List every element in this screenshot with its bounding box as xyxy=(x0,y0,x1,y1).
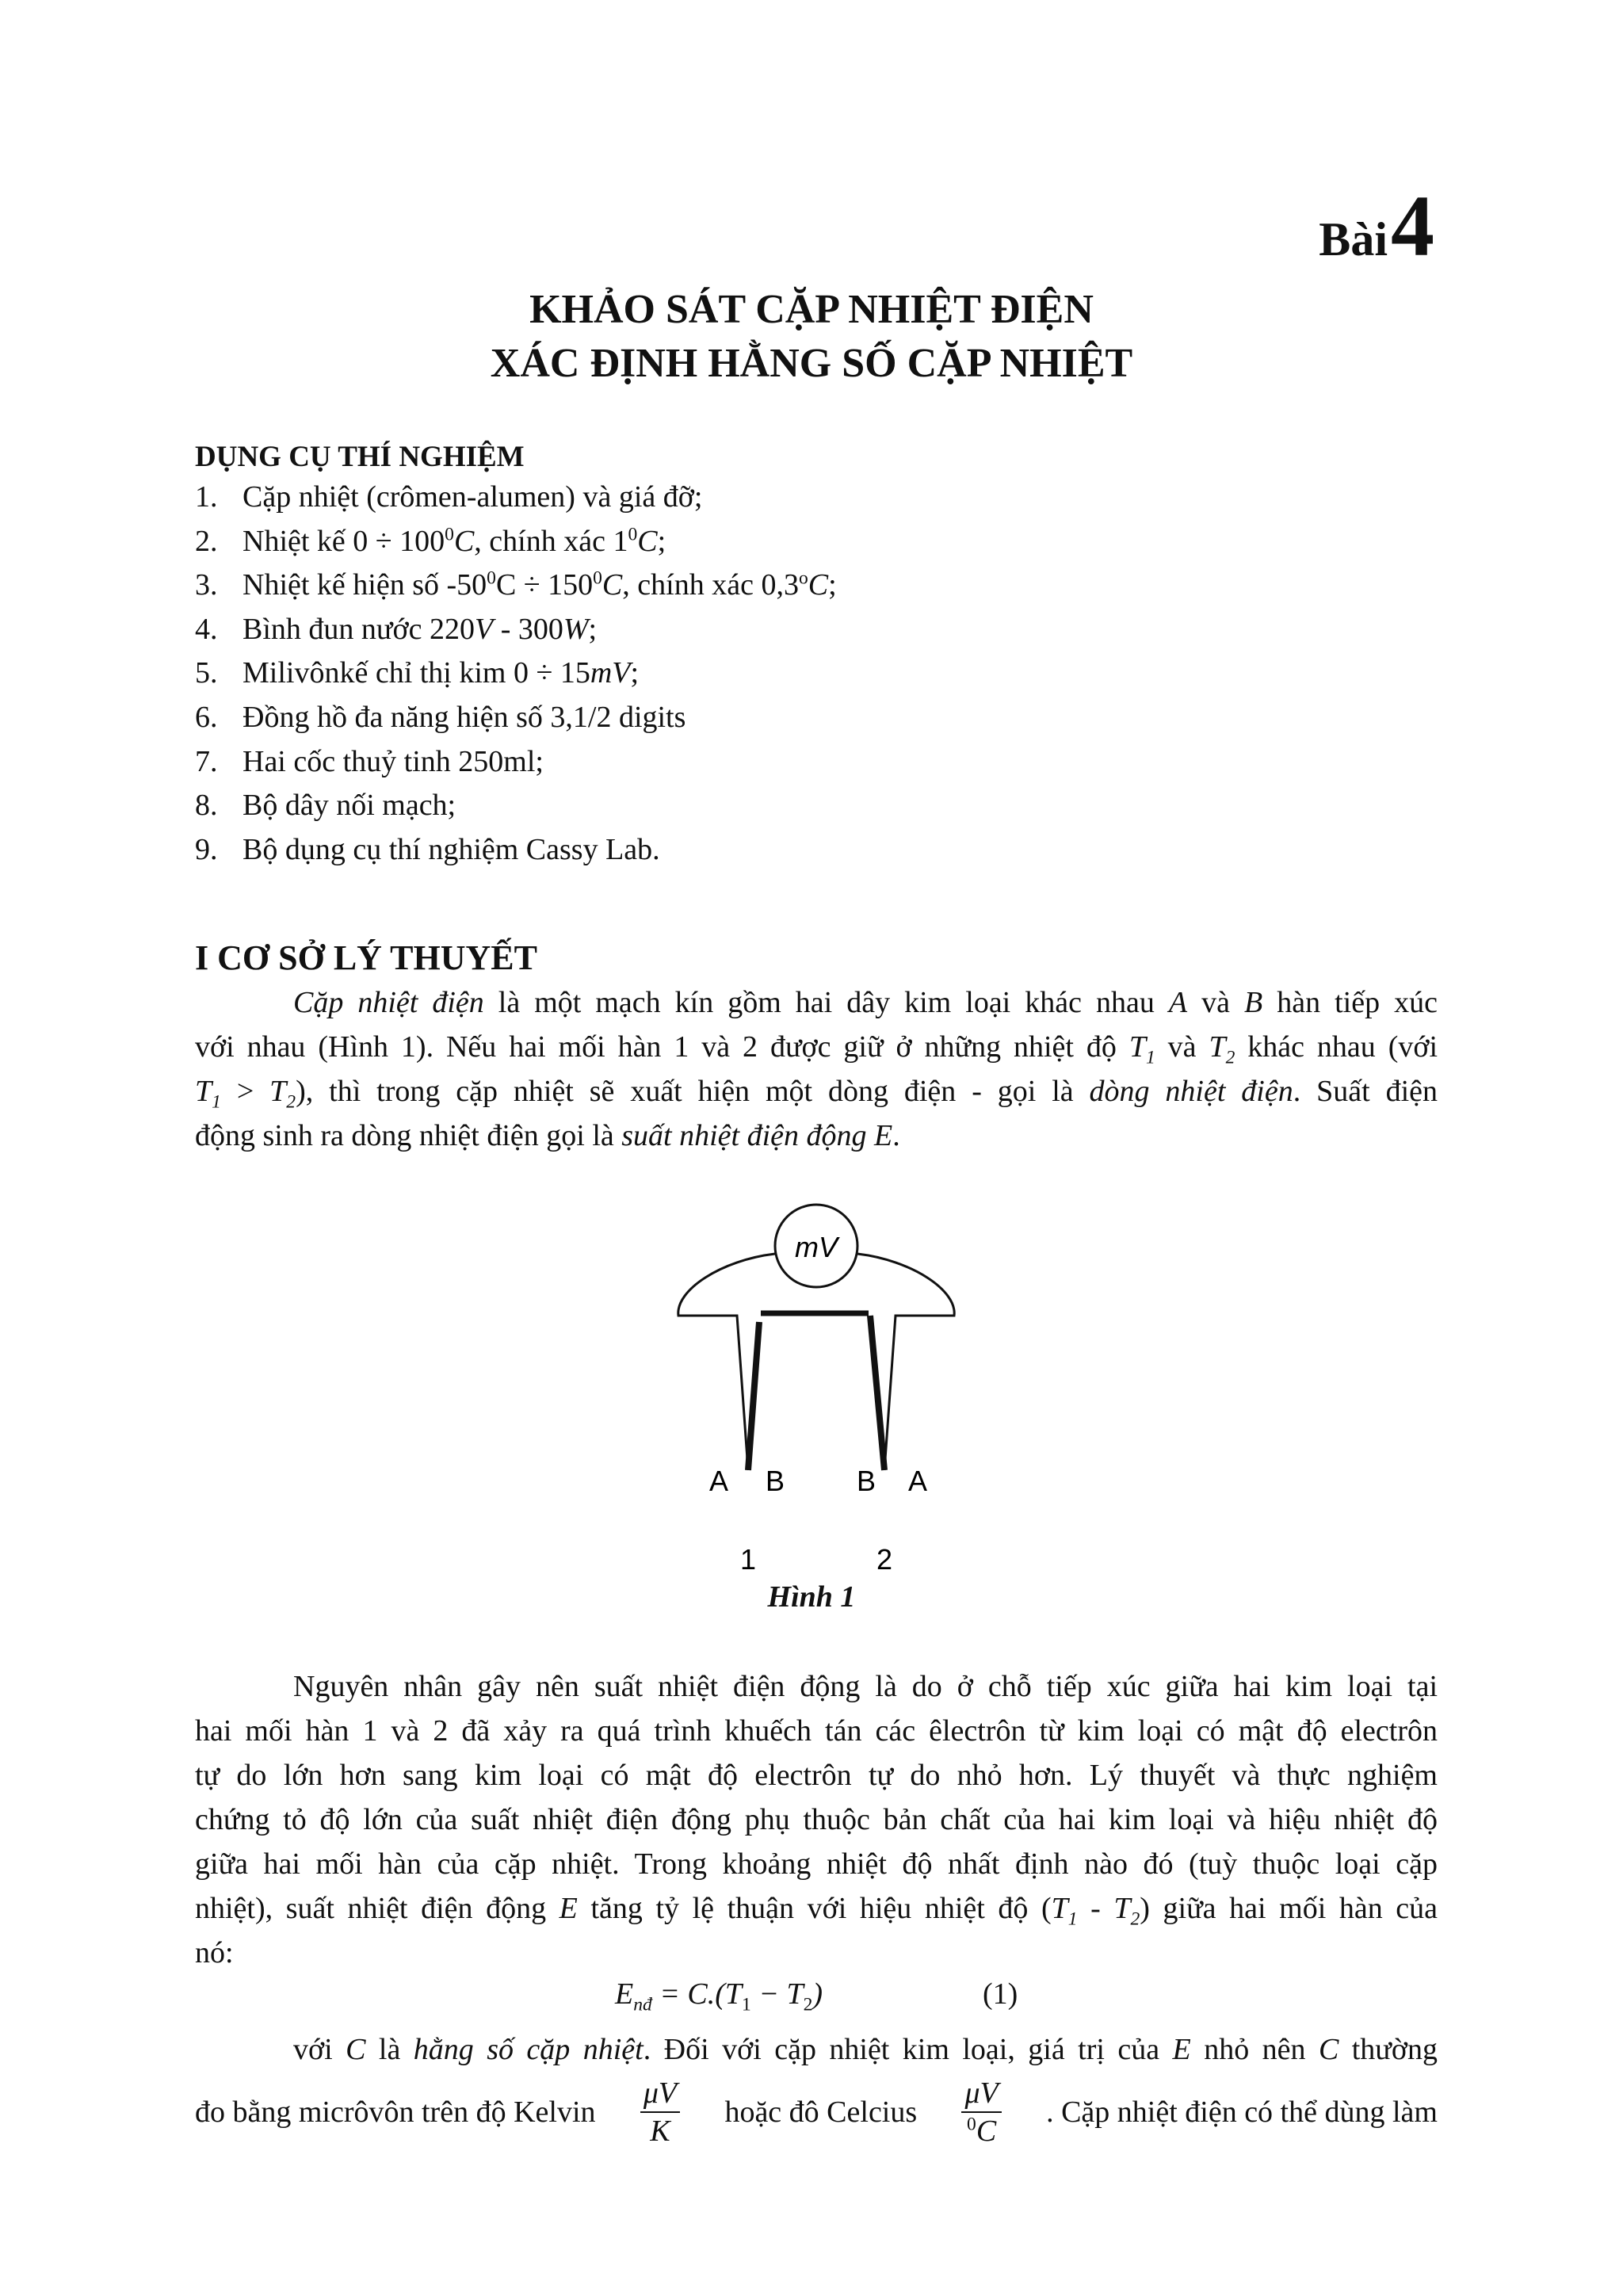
meter-label: mV xyxy=(795,1231,838,1263)
paragraph-3: với C là hằng số cặp nhiệt. Đối với cặp nhiệt kim loại, giá trị của E nhỏ nên C thường xyxy=(293,2033,1438,2066)
lesson-word: Bài xyxy=(1319,213,1388,266)
list-item: 1. Cặp nhiệt (crômen-alumen) và giá đỡ; xyxy=(195,480,703,514)
list-item: 6. Đồng hồ đa năng hiện số 3,1/2 digits xyxy=(195,700,686,734)
list-item: 4. Bình đun nước 220V - 300W; xyxy=(195,612,598,646)
list-item: 2. Nhiệt kế $0 \div 100^0C$, chính xác $1^0C$; xyxy=(195,523,666,558)
thermocouple-diagram xyxy=(650,1197,983,1569)
title-line-2: XÁC ĐỊNH HẰNG SỐ CẶP NHIỆT xyxy=(490,341,1133,386)
equipment-heading: DỤNG CỤ THÍ NGHIỆM xyxy=(195,441,525,473)
wire-b-right xyxy=(870,1316,884,1470)
lesson-number: 4 xyxy=(1391,178,1434,274)
wire-b-left xyxy=(748,1322,759,1470)
label-wire-a-left: A xyxy=(708,1465,729,1497)
lesson-heading xyxy=(1319,178,1434,274)
paragraph-2: Nguyên nhân gây nên suất nhiệt điện động là do ở chỗ tiếp xúc giữa hai kim loại tại hai mối hàn 1 và 2 đã xảy ra quá trình khuếch tán các êlectrôn từ kim loại có mật độ electrôn tự do lớn hơn sang kim loại có mật độ electrôn tự do nhỏ hơn. Lý thuyết và thực nghiệm chứng tỏ độ lớn của suất nhiệt điện động phụ thuộc bản chất của hai kim loại và hiệu nhiệt độ giữa hai mối hàn của cặp nhiệt. Trong khoảng nhiệt độ nhất định nào đó (tuỳ thuộc loại cặp nhiệt), suất nhiệt điện động E tăng tỷ lệ thuận với hiệu nhiệt độ $(T_1 - T_2)$ giữa hai mối hàn của nó: xyxy=(195,1670,1438,1969)
list-item: 7. Hai cốc thuỷ tinh 250ml; xyxy=(195,744,544,778)
list-item: 3. Nhiệt kế hiện số $-50^0C \div 150^0C$, chính xác 0,3$^o$C; xyxy=(195,567,837,602)
section-heading: I CƠ SỞ LÝ THUYẾT xyxy=(195,938,537,977)
paragraph-3-line-2: đo bằng micrôvôn trên độ Kelvin $\frac{\mu V}{K}$ hoặc đô Celcius $\frac{\mu V}{^0C}$ . Cặp nhiệt điện có thể dùng làm xyxy=(195,2076,1438,2148)
figure-caption: Hình 1 xyxy=(767,1580,856,1614)
equation-1: $E_{nđ} = C.(T_1 - T_2)$ xyxy=(615,1977,823,2015)
fraction-uv-per-k: $\frac{\mu V}{K}$ xyxy=(640,2075,680,2149)
junction-1-label: 1 xyxy=(739,1543,757,1569)
list-item: 9. Bộ dụng cụ thí nghiệm Cassy Lab. xyxy=(195,832,660,866)
fraction-uv-per-c: $\frac{\mu V}{^0C}$ xyxy=(961,2075,1001,2149)
wire-a-left-outer xyxy=(678,1254,775,1470)
list-item: 5. Milivônkế chỉ thị kim 0 ÷ 15mV; xyxy=(195,656,640,690)
junction-2-label: 2 xyxy=(876,1543,893,1569)
list-item: 8. Bộ dây nối mạch; xyxy=(195,789,456,823)
label-wire-b-right: B xyxy=(856,1465,876,1497)
equipment-list xyxy=(195,476,837,872)
label-wire-a-right: A xyxy=(907,1465,928,1497)
equation-number: (1) xyxy=(983,1977,1018,2011)
paragraph-1: Cặp nhiệt điện là một mạch kín gồm hai dây kim loại khác nhau A và B hàn tiếp xúc với nhau (Hình 1). Nếu hai mối hàn 1 và 2 được giữ ở những nhiệt độ $T_1$ và $T_2$ khác nhau (với $T_1 > T_2$), thì trong cặp nhiệt sẽ xuất hiện một dòng điện - gọi là dòng nhiệt điện. Suất điện động sinh ra dòng nhiệt điện gọi là suất nhiệt điện động E. xyxy=(195,986,1438,1152)
title-line-1: KHẢO SÁT CẶP NHIỆT ĐIỆN xyxy=(529,287,1094,332)
label-wire-b-left: B xyxy=(765,1465,785,1497)
